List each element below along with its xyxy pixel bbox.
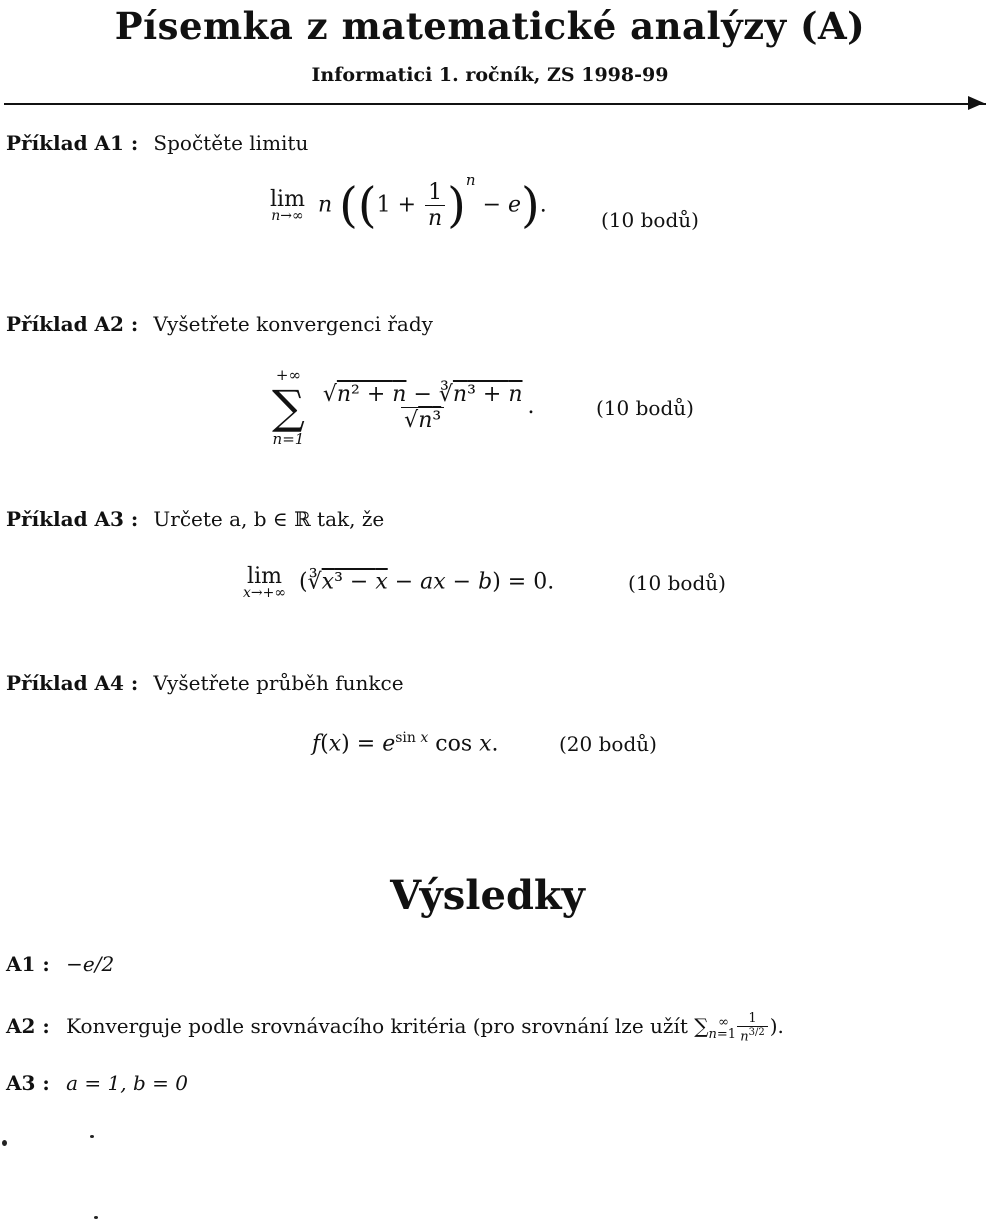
problem-a4-points: (20 bodů) [559,732,657,756]
result-a3-text: a = 1, b = 0 [66,1071,188,1095]
result-a3-label: A3 : [6,1071,50,1095]
formula-a3: lim x→+∞ (∛x³ − x − ax − b) = 0. [243,564,555,601]
scan-speck [90,1135,94,1138]
problem-a1-text: Spočtěte limitu [153,131,309,155]
header-rule [4,103,986,105]
problem-a2-label: Příklad A2 : [6,312,139,336]
result-a1-label: A1 : [6,952,50,976]
results-heading: Výsledky [390,872,585,919]
lim-operator: lim n→∞ [270,187,305,224]
formula-a2: +∞ ∑ n=1 $\frac{\text{√n² + n − ∛n³ + n}}{\text{√n³}}$ . [272,366,535,448]
result-a3 [6,1071,188,1095]
problem-a1 [6,131,308,155]
rule-arrow-icon [968,96,984,110]
formula-a1: lim n→∞ n ((1 + $\frac{1}{n}$ )$^n$ − e). [270,171,547,234]
result-a1 [6,952,114,976]
problem-a1-label: Příklad A1 : [6,131,139,155]
problem-a1-points: (10 bodů) [601,208,699,232]
fraction-one-over-n: $\frac{1}{n}$ [425,180,445,231]
lim-operator: lim x→+∞ [243,564,287,601]
result-a1-text: −e/2 [66,952,115,976]
page-title: Písemka z matematické analýzy (A) [114,4,866,48]
problem-a4 [6,671,404,695]
problem-a3-text: Určete a, b ∈ ℝ tak, že [153,507,385,531]
result-a2-sum: $\sum_{n=1}^\infty$ $\frac{1}{n^{3/2}}$ ). [694,1011,784,1045]
page-subtitle: Informatici 1. ročník, ZS 1998-99 [311,64,669,86]
result-a2-text: Konverguje podle srovnávacího kritéria (pro srovnání lze užít [66,1014,688,1039]
problem-a4-text: Vyšetřete průběh funkce [153,671,404,695]
scan-speck [94,1216,98,1219]
problem-a2-points: (10 bodů) [596,396,694,420]
problem-a2 [6,312,433,336]
series-term-fraction: $\frac{\text{√n² + n − ∛n³ + n}}{\text{√n³}}$ [322,381,523,433]
result-a2-label: A2 : [6,1014,50,1039]
problem-a3-label: Příklad A3 : [6,507,139,531]
problem-a3-points: (10 bodů) [628,571,726,595]
problem-a2-text: Vyšetřete konvergenci řady [153,312,433,336]
sum-operator: +∞ ∑ n=1 [272,366,305,448]
problem-a4-label: Příklad A4 : [6,671,139,695]
problem-a3 [6,507,384,531]
scan-speck [2,1140,7,1146]
formula-a4: $f(x) = e^{sin x}$ cos x. [312,730,499,757]
result-a2 [6,1011,784,1044]
